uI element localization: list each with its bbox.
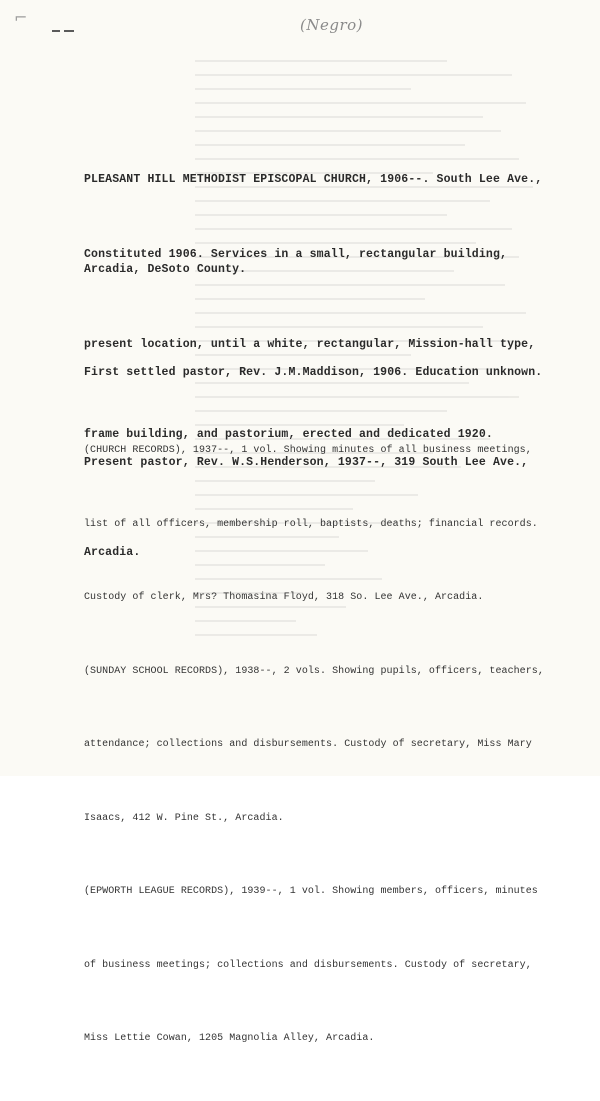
records-line: of business meetings; collections and disbursements. Custody of secretary,: [84, 959, 532, 971]
records-line: (SUNDAY SCHOOL RECORDS), 1938--, 2 vols. Showing pupils, officers, teachers,: [84, 665, 544, 677]
history-line: frame building, and pastorium, erected and dedicated 1920.: [84, 428, 493, 441]
heading-line: Arcadia, DeSoto County.: [84, 263, 247, 276]
pastor-line: First settled pastor, Rev. J.M.Maddison, 1906. Education unknown.: [84, 366, 543, 379]
records-line: Custody of clerk, Mrs? Thomasina Floyd, 318 So. Lee Ave., Arcadia.: [84, 592, 484, 603]
records-line: attendance; collections and disbursements. Custody of secretary, Miss Mary: [84, 739, 532, 750]
records-line: (EPWORTH LEAGUE RECORDS), 1939--, 1 vol. Showing members, officers, minutes: [84, 886, 538, 897]
records-section: [84, 390, 544, 1101]
records-line: list of all officers, membership roll, baptists, deaths; financial records.: [84, 518, 538, 530]
pastor-line: Present pastor, Rev. W.S.Henderson, 1937--, 319 South Lee Ave.,: [84, 456, 529, 469]
heading-line: PLEASANT HILL METHODIST EPISCOPAL CHURCH, 1906--. South Lee Ave.,: [84, 173, 543, 186]
history-line: Constituted 1906. Services in a small, rectangular building,: [84, 248, 508, 261]
ink-dash-mark: [52, 28, 76, 34]
records-line: (CHURCH RECORDS), 1937--, 1 vol. Showing minutes of all business meetings,: [84, 445, 532, 456]
records-line: Miss Lettie Cowan, 1205 Magnolia Alley, Arcadia.: [84, 1033, 375, 1044]
pastor-line: Arcadia.: [84, 546, 141, 559]
handwritten-note: (Negro): [300, 16, 364, 34]
corner-pencil-mark: ⌐: [14, 8, 28, 27]
records-line: Isaacs, 412 W. Pine St., Arcadia.: [84, 812, 284, 824]
history-line: present location, until a white, rectangular, Mission-hall type,: [84, 338, 536, 351]
